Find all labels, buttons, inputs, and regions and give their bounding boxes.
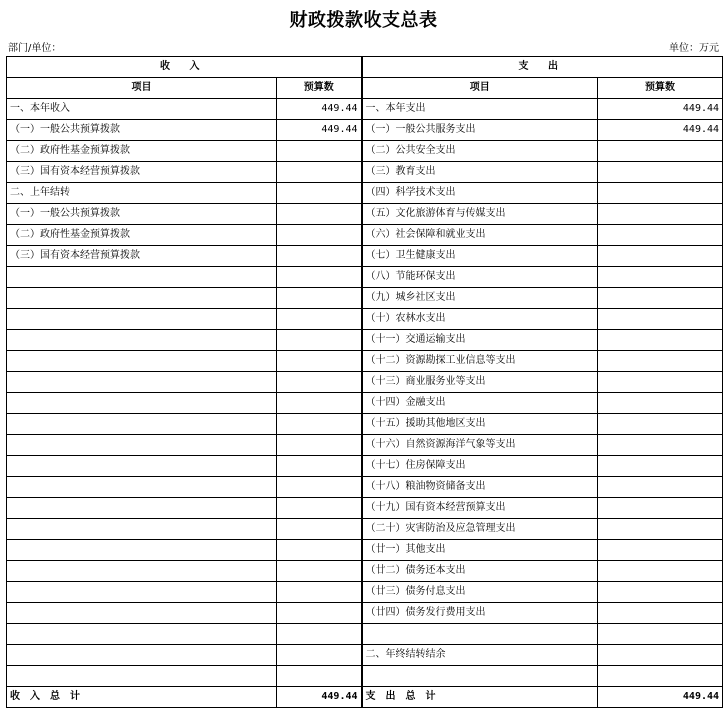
- table-row: [7, 99, 723, 120]
- income-item-cell: [7, 330, 277, 351]
- table-row: [7, 351, 723, 372]
- table-row: [7, 120, 723, 141]
- expense-budget-cell: [598, 666, 723, 687]
- table-row: [7, 414, 723, 435]
- income-item-cell: [7, 414, 277, 435]
- expense-item-cell: （七）卫生健康支出: [362, 246, 598, 267]
- table-body: [7, 99, 723, 687]
- income-budget-cell: [277, 309, 362, 330]
- expense-section-header: 支 出: [362, 57, 723, 78]
- table-row: [7, 666, 723, 687]
- income-budget-cell: [277, 372, 362, 393]
- table-row: [7, 267, 723, 288]
- expense-item-cell: （十二）资源勘探工业信息等支出: [362, 351, 598, 372]
- table-row: [7, 141, 723, 162]
- income-budget-cell: [277, 477, 362, 498]
- expense-budget-cell: [598, 603, 723, 624]
- expense-budget-cell: [598, 267, 723, 288]
- income-budget-cell: [277, 540, 362, 561]
- table-row: [7, 372, 723, 393]
- income-item-cell: [7, 582, 277, 603]
- income-budget-cell: [277, 456, 362, 477]
- unit-label: 单位：万元: [669, 43, 719, 54]
- page-title: 财政拨款收支总表: [289, 10, 438, 31]
- income-budget-cell: [277, 183, 362, 204]
- table-row: [7, 603, 723, 624]
- income-item-cell: [7, 561, 277, 582]
- expense-item-cell: （二）公共安全支出: [362, 141, 598, 162]
- income-item-cell: 一、本年收入: [7, 99, 277, 120]
- table-row: [7, 435, 723, 456]
- expense-item-cell: （十八）粮油物资储备支出: [362, 477, 598, 498]
- income-budget-cell: [277, 141, 362, 162]
- income-item-cell: [7, 624, 277, 645]
- income-item-cell: （一）一般公共预算拨款: [7, 120, 277, 141]
- expense-item-cell: [362, 624, 598, 645]
- table-row: [7, 582, 723, 603]
- table-row: [7, 162, 723, 183]
- expense-budget-cell: [598, 309, 723, 330]
- income-budget-cell: [277, 498, 362, 519]
- expense-item-cell: （十九）国有资本经营预算支出: [362, 498, 598, 519]
- table-row: [7, 498, 723, 519]
- table-row: [7, 309, 723, 330]
- expense-budget-cell: [598, 519, 723, 540]
- income-budget-cell: [277, 414, 362, 435]
- table-row: [7, 561, 723, 582]
- table-row: [7, 540, 723, 561]
- table-row: [7, 477, 723, 498]
- income-budget-cell: [277, 225, 362, 246]
- table-row: [7, 456, 723, 477]
- income-item-cell: [7, 603, 277, 624]
- expense-budget-cell: [598, 351, 723, 372]
- income-budget-cell: [277, 246, 362, 267]
- expense-item-cell: （十五）援助其他地区支出: [362, 414, 598, 435]
- column-header-row: [7, 78, 723, 99]
- expense-budget-cell: [598, 183, 723, 204]
- table-row: [7, 204, 723, 225]
- income-item-cell: [7, 645, 277, 666]
- table-row: [7, 183, 723, 204]
- expense-item-cell: [362, 666, 598, 687]
- income-total-value: 449.44: [277, 687, 362, 708]
- income-budget-cell: [277, 624, 362, 645]
- expense-item-cell: （四）科学技术支出: [362, 183, 598, 204]
- expense-item-cell: （廿三）债务付息支出: [362, 582, 598, 603]
- expense-total-label: 支出总计: [362, 687, 598, 708]
- expense-budget-cell: [598, 540, 723, 561]
- income-budget-cell: [277, 603, 362, 624]
- expense-total-value: 449.44: [598, 687, 723, 708]
- expense-budget-cell: [598, 498, 723, 519]
- expense-budget-cell: [598, 645, 723, 666]
- table-row: [7, 624, 723, 645]
- income-budget-cell: [277, 204, 362, 225]
- income-item-cell: [7, 267, 277, 288]
- income-budget-cell: 449.44: [277, 99, 362, 120]
- income-item-cell: [7, 288, 277, 309]
- expense-budget-cell: 449.44: [598, 99, 723, 120]
- table-row: [7, 246, 723, 267]
- income-budget-cell: [277, 393, 362, 414]
- income-budget-cell: [277, 519, 362, 540]
- expense-budget-cell: [598, 141, 723, 162]
- table-row: [7, 645, 723, 666]
- expense-budget-cell: [598, 393, 723, 414]
- expense-item-cell: （三）教育支出: [362, 162, 598, 183]
- income-item-cell: （三）国有资本经营预算拨款: [7, 162, 277, 183]
- expense-item-cell: （十三）商业服务业等支出: [362, 372, 598, 393]
- expense-item-cell: （五）文化旅游体育与传媒支出: [362, 204, 598, 225]
- expense-item-cell: （十）农林水支出: [362, 309, 598, 330]
- table-row: [7, 288, 723, 309]
- expense-item-cell: （十四）金融支出: [362, 393, 598, 414]
- expense-budget-cell: [598, 561, 723, 582]
- expense-item-cell: （廿一）其他支出: [362, 540, 598, 561]
- expense-item-cell: （十六）自然资源海洋气象等支出: [362, 435, 598, 456]
- expense-budget-cell: [598, 330, 723, 351]
- expense-item-cell: （二十）灾害防治及应急管理支出: [362, 519, 598, 540]
- income-item-cell: [7, 477, 277, 498]
- income-item-cell: （三）国有资本经营预算拨款: [7, 246, 277, 267]
- expense-budget-cell: [598, 456, 723, 477]
- expense-budget-cell: [598, 372, 723, 393]
- income-item-cell: [7, 372, 277, 393]
- income-budget-cell: [277, 351, 362, 372]
- income-budget-cell: [277, 645, 362, 666]
- income-item-cell: （一）一般公共预算拨款: [7, 204, 277, 225]
- expense-item-header: 项目: [362, 78, 598, 99]
- income-section-header: 收 入: [7, 57, 362, 78]
- expense-item-cell: （廿二）债务还本支出: [362, 561, 598, 582]
- income-item-cell: 二、上年结转: [7, 183, 277, 204]
- expense-item-cell: （六）社会保障和就业支出: [362, 225, 598, 246]
- income-item-cell: （二）政府性基金预算拨款: [7, 141, 277, 162]
- expense-item-cell: （九）城乡社区支出: [362, 288, 598, 309]
- table-row: [7, 330, 723, 351]
- income-item-header: 项目: [7, 78, 277, 99]
- income-budget-cell: [277, 561, 362, 582]
- expense-budget-cell: [598, 624, 723, 645]
- income-budget-cell: [277, 435, 362, 456]
- income-budget-cell: [277, 666, 362, 687]
- income-item-cell: [7, 540, 277, 561]
- income-budget-cell: [277, 288, 362, 309]
- budget-table: [6, 56, 723, 708]
- table-row: [7, 225, 723, 246]
- expense-item-cell: （十七）住房保障支出: [362, 456, 598, 477]
- expense-budget-cell: [598, 435, 723, 456]
- income-item-cell: [7, 666, 277, 687]
- expense-budget-cell: [598, 414, 723, 435]
- expense-budget-cell: 449.44: [598, 120, 723, 141]
- table-row: [7, 519, 723, 540]
- income-budget-cell: [277, 162, 362, 183]
- expense-budget-cell: [598, 246, 723, 267]
- expense-item-cell: （一）一般公共服务支出: [362, 120, 598, 141]
- income-budget-cell: [277, 330, 362, 351]
- expense-item-cell: 一、本年支出: [362, 99, 598, 120]
- income-item-cell: [7, 435, 277, 456]
- income-budget-header: 预算数: [277, 78, 362, 99]
- expense-budget-cell: [598, 288, 723, 309]
- total-row: [7, 687, 723, 708]
- expense-item-cell: （廿四）债务发行费用支出: [362, 603, 598, 624]
- income-item-cell: [7, 498, 277, 519]
- expense-budget-cell: [598, 204, 723, 225]
- income-item-cell: [7, 393, 277, 414]
- expense-budget-cell: [598, 225, 723, 246]
- expense-budget-header: 预算数: [598, 78, 723, 99]
- expense-budget-cell: [598, 582, 723, 603]
- expense-item-cell: （八）节能环保支出: [362, 267, 598, 288]
- table-row: [7, 393, 723, 414]
- expense-budget-cell: [598, 162, 723, 183]
- income-item-cell: [7, 519, 277, 540]
- expense-item-cell: 二、年终结转结余: [362, 645, 598, 666]
- section-header-row: [7, 57, 723, 78]
- income-item-cell: [7, 351, 277, 372]
- department-label: 部门/单位：: [8, 43, 62, 54]
- income-item-cell: [7, 456, 277, 477]
- income-item-cell: （二）政府性基金预算拨款: [7, 225, 277, 246]
- income-total-label: 收入总计: [7, 687, 277, 708]
- income-budget-cell: 449.44: [277, 120, 362, 141]
- income-item-cell: [7, 309, 277, 330]
- income-budget-cell: [277, 267, 362, 288]
- expense-item-cell: （十一）交通运输支出: [362, 330, 598, 351]
- income-budget-cell: [277, 582, 362, 603]
- expense-budget-cell: [598, 477, 723, 498]
